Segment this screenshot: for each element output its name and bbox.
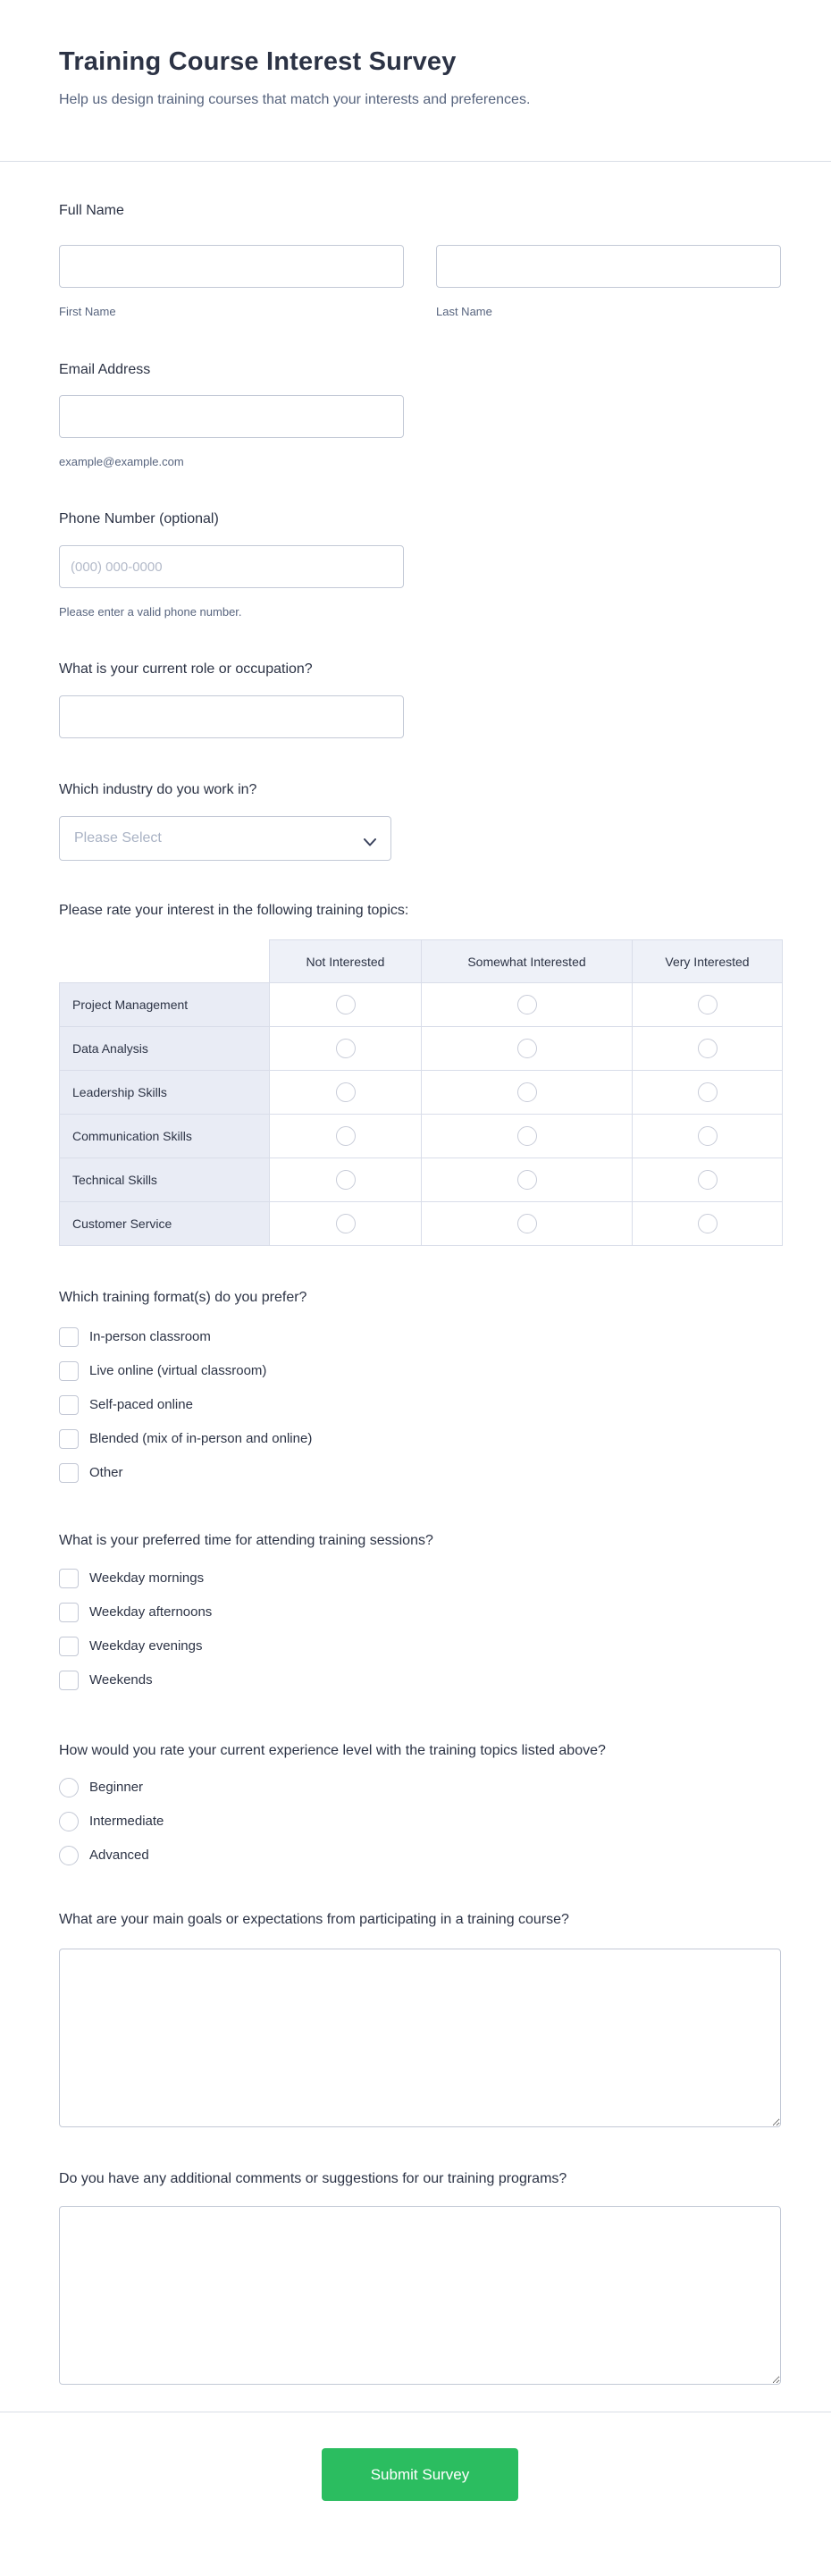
checkbox-label[interactable]: In-person classroom xyxy=(89,1329,211,1344)
role-label: What is your current role or occupation? xyxy=(59,661,313,677)
formats-options xyxy=(59,1327,781,1483)
radio-label[interactable]: Intermediate xyxy=(89,1814,164,1829)
checkbox-label[interactable]: Weekday evenings xyxy=(89,1638,203,1654)
matrix-radio[interactable] xyxy=(698,1039,718,1058)
matrix-radio[interactable] xyxy=(336,995,356,1014)
table-row xyxy=(60,1027,783,1071)
list-item xyxy=(59,1778,781,1797)
radio-label[interactable]: Advanced xyxy=(89,1848,149,1863)
submit-section xyxy=(0,2412,831,2547)
field-interest-matrix xyxy=(59,902,781,1246)
checkbox-label[interactable]: Weekday afternoons xyxy=(89,1604,213,1620)
matrix-cell xyxy=(270,1115,422,1158)
email-input[interactable] xyxy=(59,395,404,438)
submit-survey-button[interactable]: Submit Survey xyxy=(322,2448,518,2501)
matrix-radio[interactable] xyxy=(517,1170,537,1190)
list-item xyxy=(59,1846,781,1865)
matrix-radio[interactable] xyxy=(517,1126,537,1146)
matrix-radio[interactable] xyxy=(336,1170,356,1190)
matrix-radio[interactable] xyxy=(517,1214,537,1233)
goals-label: What are your main goals or expectations from participating in a training course? xyxy=(59,1912,569,1927)
matrix-cell xyxy=(633,1202,783,1246)
checkbox-weekday-evenings[interactable] xyxy=(59,1637,79,1656)
checkbox-self-paced[interactable] xyxy=(59,1395,79,1415)
matrix-cell xyxy=(270,1202,422,1246)
field-preferred-times xyxy=(59,1532,781,1690)
phone-input[interactable] xyxy=(59,545,404,588)
matrix-cell xyxy=(270,983,422,1027)
matrix-col-header: Very Interested xyxy=(633,940,783,983)
list-item xyxy=(59,1812,781,1831)
industry-select[interactable] xyxy=(59,816,391,861)
form-body xyxy=(0,202,831,2412)
checkbox-label[interactable]: Self-paced online xyxy=(89,1397,193,1412)
field-industry xyxy=(59,781,781,861)
matrix-cell xyxy=(633,983,783,1027)
matrix-cell xyxy=(422,1158,633,1202)
checkbox-weekday-afternoons[interactable] xyxy=(59,1603,79,1622)
experience-label: How would you rate your current experience level with the training topics listed above? xyxy=(59,1743,606,1758)
matrix-radio[interactable] xyxy=(336,1214,356,1233)
matrix-corner-cell xyxy=(60,940,270,983)
field-training-formats xyxy=(59,1289,781,1483)
matrix-radio[interactable] xyxy=(698,1126,718,1146)
formats-label: Which training format(s) do you prefer? xyxy=(59,1290,307,1305)
matrix-col-header: Somewhat Interested xyxy=(422,940,633,983)
matrix-radio[interactable] xyxy=(698,995,718,1014)
field-email xyxy=(59,361,781,468)
page-title: Training Course Interest Survey xyxy=(59,47,457,76)
checkbox-label[interactable]: Weekday mornings xyxy=(89,1570,205,1586)
page-subtitle: Help us design training courses that match your interests and preferences. xyxy=(59,92,531,107)
first-name-sublabel: First Name xyxy=(59,305,116,318)
checkbox-label[interactable]: Weekends xyxy=(89,1672,153,1688)
list-item xyxy=(59,1361,781,1381)
times-label: What is your preferred time for attending training sessions? xyxy=(59,1533,433,1548)
checkbox-in-person[interactable] xyxy=(59,1327,79,1347)
radio-beginner[interactable] xyxy=(59,1778,79,1797)
checkbox-label[interactable]: Other xyxy=(89,1465,123,1480)
matrix-cell xyxy=(422,1202,633,1246)
table-row xyxy=(60,1202,783,1246)
industry-selected-value: Please Select xyxy=(74,830,162,846)
list-item xyxy=(59,1327,781,1347)
chevron-down-icon xyxy=(364,835,376,843)
experience-options xyxy=(59,1778,781,1865)
field-comments xyxy=(59,2170,781,2385)
list-item xyxy=(59,1637,781,1656)
matrix-cell xyxy=(422,1071,633,1115)
field-role xyxy=(59,661,781,738)
submit-inner xyxy=(59,2448,781,2501)
interest-matrix-table xyxy=(59,939,783,1246)
table-row xyxy=(60,1071,783,1115)
email-label: Email Address xyxy=(59,362,151,377)
matrix-radio[interactable] xyxy=(336,1039,356,1058)
comments-label: Do you have any additional comments or suggestions for our training programs? xyxy=(59,2171,567,2186)
matrix-row-label: Technical Skills xyxy=(60,1158,270,1202)
comments-textarea[interactable] xyxy=(59,2206,781,2385)
list-item xyxy=(59,1603,781,1622)
matrix-cell xyxy=(633,1071,783,1115)
table-row xyxy=(60,983,783,1027)
field-phone xyxy=(59,510,781,619)
matrix-radio[interactable] xyxy=(336,1082,356,1102)
checkbox-weekends[interactable] xyxy=(59,1671,79,1690)
phone-label: Phone Number (optional) xyxy=(59,511,219,526)
matrix-cell xyxy=(270,1158,422,1202)
matrix-header-row xyxy=(60,940,783,983)
form-header xyxy=(0,0,831,162)
matrix-cell xyxy=(633,1158,783,1202)
checkbox-other[interactable] xyxy=(59,1463,79,1483)
matrix-col-header: Not Interested xyxy=(270,940,422,983)
matrix-row-label: Communication Skills xyxy=(60,1115,270,1158)
matrix-radio[interactable] xyxy=(517,995,537,1014)
role-input[interactable] xyxy=(59,695,404,738)
field-goals xyxy=(59,1911,781,2127)
last-name-col xyxy=(436,245,781,318)
first-name-input[interactable] xyxy=(59,245,404,288)
goals-textarea[interactable] xyxy=(59,1949,781,2127)
table-row xyxy=(60,1115,783,1158)
matrix-radio[interactable] xyxy=(698,1170,718,1190)
matrix-row-label: Data Analysis xyxy=(60,1027,270,1071)
list-item xyxy=(59,1671,781,1690)
matrix-cell xyxy=(422,983,633,1027)
table-row xyxy=(60,1158,783,1202)
matrix-radio[interactable] xyxy=(517,1082,537,1102)
matrix-cell xyxy=(422,1027,633,1071)
list-item xyxy=(59,1395,781,1415)
matrix-radio[interactable] xyxy=(698,1214,718,1233)
radio-intermediate[interactable] xyxy=(59,1812,79,1831)
list-item xyxy=(59,1463,781,1483)
first-name-col xyxy=(59,245,404,318)
radio-label[interactable]: Beginner xyxy=(89,1780,144,1795)
list-item xyxy=(59,1429,781,1449)
field-full-name xyxy=(59,202,781,318)
matrix-cell xyxy=(422,1115,633,1158)
matrix-cell xyxy=(270,1071,422,1115)
industry-label: Which industry do you work in? xyxy=(59,782,257,797)
field-experience-level xyxy=(59,1740,781,1865)
matrix-radio[interactable] xyxy=(517,1039,537,1058)
checkbox-blended[interactable] xyxy=(59,1429,79,1449)
radio-advanced[interactable] xyxy=(59,1846,79,1865)
matrix-radio[interactable] xyxy=(698,1082,718,1102)
list-item xyxy=(59,1569,781,1588)
checkbox-label[interactable]: Live online (virtual classroom) xyxy=(89,1363,267,1378)
checkbox-weekday-mornings[interactable] xyxy=(59,1569,79,1588)
last-name-sublabel: Last Name xyxy=(436,305,492,318)
times-options xyxy=(59,1569,781,1690)
checkbox-label[interactable]: Blended (mix of in-person and online) xyxy=(89,1431,313,1446)
matrix-row-label: Customer Service xyxy=(60,1202,270,1246)
last-name-input[interactable] xyxy=(436,245,781,288)
matrix-cell xyxy=(633,1027,783,1071)
checkbox-live-online[interactable] xyxy=(59,1361,79,1381)
phone-sublabel: Please enter a valid phone number. xyxy=(59,605,242,619)
matrix-cell xyxy=(270,1027,422,1071)
interest-matrix-label: Please rate your interest in the following training topics: xyxy=(59,903,409,918)
matrix-row-label: Leadership Skills xyxy=(60,1071,270,1115)
matrix-radio[interactable] xyxy=(336,1126,356,1146)
matrix-cell xyxy=(633,1115,783,1158)
full-name-row xyxy=(59,245,781,318)
full-name-label: Full Name xyxy=(59,203,124,218)
matrix-row-label: Project Management xyxy=(60,983,270,1027)
email-sublabel: example@example.com xyxy=(59,455,184,468)
